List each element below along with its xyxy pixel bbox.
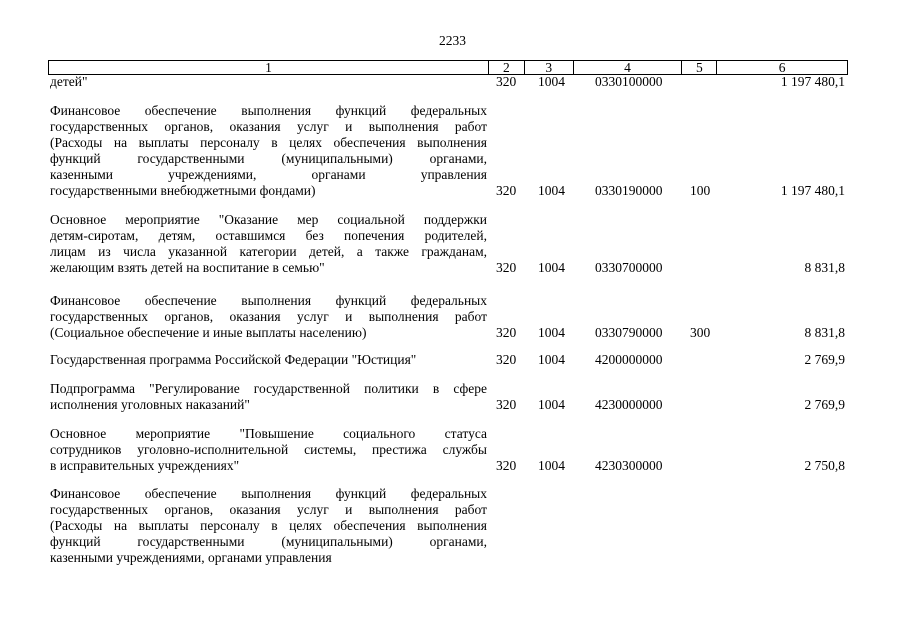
description-line: функций государственными (муниципальными) органами, bbox=[50, 151, 487, 166]
description-line: государственными внебюджетными фондами) bbox=[50, 183, 316, 198]
description-line: Государственная программа Российской Федерации "Юстиция" bbox=[50, 352, 417, 367]
cell-col-3: 1004 bbox=[538, 74, 565, 89]
description-line: государственных органов, оказания услуг и выполнения работ bbox=[50, 502, 487, 517]
description-line: казенными учреждениями, органами управления bbox=[50, 167, 487, 182]
cell-col-2: 320 bbox=[496, 325, 517, 340]
cell-col-4: 0330190000 bbox=[595, 183, 663, 198]
description-line: Финансовое обеспечение выполнения функций федеральных bbox=[50, 486, 487, 501]
row-description bbox=[50, 74, 487, 90]
cell-col-6: 2 750,8 bbox=[804, 458, 845, 473]
description-line: государственных органов, оказания услуг и выполнения работ bbox=[50, 309, 487, 324]
row-description bbox=[50, 103, 487, 199]
cell-col-5: 300 bbox=[690, 325, 711, 340]
description-line: (Социальное обеспечение и иные выплаты населению) bbox=[50, 325, 367, 340]
cell-col-3: 1004 bbox=[538, 325, 565, 340]
table-row bbox=[48, 74, 848, 90]
cell-col-2: 320 bbox=[496, 74, 517, 89]
description-line: Финансовое обеспечение выполнения функций федеральных bbox=[50, 293, 487, 308]
cell-col-6: 1 197 480,1 bbox=[780, 183, 845, 198]
table-row bbox=[48, 103, 848, 199]
cell-col-6: 1 197 480,1 bbox=[780, 74, 845, 89]
cell-col-2: 320 bbox=[496, 352, 517, 367]
description-line: Финансовое обеспечение выполнения функций федеральных bbox=[50, 103, 487, 118]
row-description bbox=[50, 293, 487, 341]
description-line: детей" bbox=[50, 74, 88, 89]
cell-col-6: 2 769,9 bbox=[804, 397, 845, 412]
description-line: Основное мероприятие "Оказание мер социальной поддержки bbox=[50, 212, 487, 227]
cell-col-4: 4200000000 bbox=[595, 352, 663, 367]
header-col-3: 3 bbox=[525, 61, 574, 74]
cell-col-6: 8 831,8 bbox=[804, 325, 845, 340]
cell-col-6: 8 831,8 bbox=[804, 260, 845, 275]
description-line: исполнения уголовных наказаний" bbox=[50, 397, 250, 412]
table-row bbox=[48, 486, 848, 566]
header-col-4: 4 bbox=[574, 61, 683, 74]
cell-col-4: 0330790000 bbox=[595, 325, 663, 340]
cell-col-3: 1004 bbox=[538, 458, 565, 473]
row-description bbox=[50, 352, 487, 368]
table-row bbox=[48, 293, 848, 341]
description-line: в исправительных учреждениях" bbox=[50, 458, 240, 473]
cell-col-3: 1004 bbox=[538, 260, 565, 275]
header-col-2: 2 bbox=[489, 61, 525, 74]
cell-col-6: 2 769,9 bbox=[804, 352, 845, 367]
row-description bbox=[50, 486, 487, 566]
cell-col-3: 1004 bbox=[538, 397, 565, 412]
description-line: (Расходы на выплаты персоналу в целях обеспечения выполнения bbox=[50, 135, 487, 150]
description-line: функций государственными (муниципальными) органами, bbox=[50, 534, 487, 549]
row-description bbox=[50, 426, 487, 474]
header-col-6: 6 bbox=[778, 60, 786, 75]
cell-col-3: 1004 bbox=[538, 183, 565, 198]
cell-col-2: 320 bbox=[496, 260, 517, 275]
header-col-5: 5 bbox=[682, 61, 717, 74]
header-col-1: 1 bbox=[49, 61, 489, 74]
description-line: Подпрограмма "Регулирование государственной политики в сфере bbox=[50, 381, 487, 396]
cell-col-5: 100 bbox=[690, 183, 711, 198]
table-row bbox=[48, 352, 848, 368]
cell-col-4: 4230000000 bbox=[595, 397, 663, 412]
table-header bbox=[48, 60, 848, 75]
description-line: государственных органов, оказания услуг и выполнения работ bbox=[50, 119, 487, 134]
page-number: 2233 bbox=[439, 33, 466, 48]
description-line: детям-сиротам, детям, оставшимся без попечения родителей, bbox=[50, 228, 487, 243]
cell-col-2: 320 bbox=[496, 458, 517, 473]
table-row bbox=[48, 212, 848, 276]
description-line: желающим взять детей на воспитание в семью" bbox=[50, 260, 325, 275]
table-row bbox=[48, 426, 848, 474]
cell-col-2: 320 bbox=[496, 183, 517, 198]
description-line: сотрудников уголовно-исполнительной системы, престижа службы bbox=[50, 442, 487, 457]
cell-col-4: 4230300000 bbox=[595, 458, 663, 473]
description-line: лицам из числа указанной категории детей, а также гражданам, bbox=[50, 244, 487, 259]
cell-col-2: 320 bbox=[496, 397, 517, 412]
table-row bbox=[48, 381, 848, 413]
cell-col-4: 0330700000 bbox=[595, 260, 663, 275]
cell-col-4: 0330100000 bbox=[595, 74, 663, 89]
row-description bbox=[50, 212, 487, 276]
cell-col-3: 1004 bbox=[538, 352, 565, 367]
description-line: казенными учреждениями, органами управления bbox=[50, 550, 332, 565]
description-line: (Расходы на выплаты персоналу в целях обеспечения выполнения bbox=[50, 518, 487, 533]
description-line: Основное мероприятие "Повышение социального статуса bbox=[50, 426, 487, 441]
row-description bbox=[50, 381, 487, 413]
